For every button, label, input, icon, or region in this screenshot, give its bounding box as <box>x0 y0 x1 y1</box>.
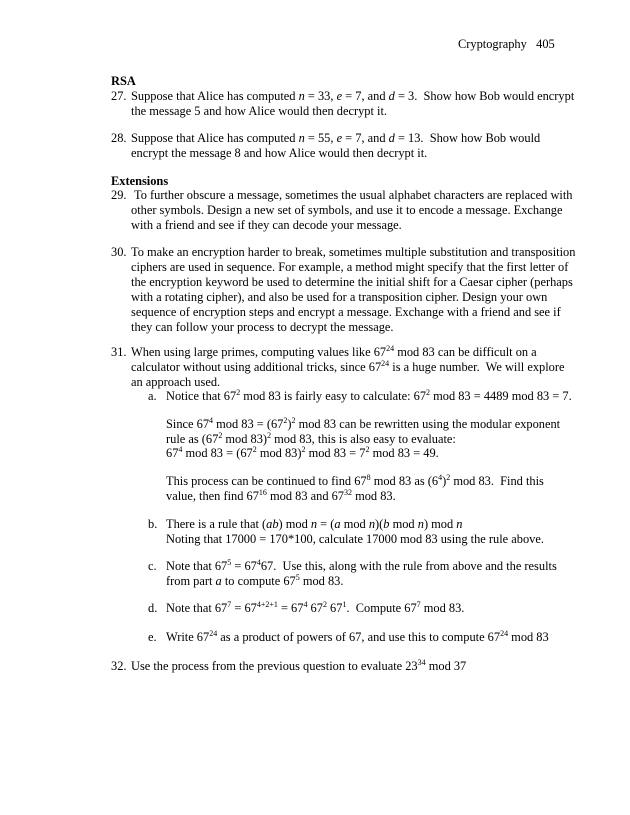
problem-text: with a rotating cipher), and also be used for a transposition cipher. Design your own <box>131 290 548 304</box>
sub-text: $67^4$ mod $83 = (67^2$ mod 83)$^2$ mod $83 = 7^2$ mod 83 = 49. <box>166 445 439 460</box>
problem-text: encrypt the message 8 and how Alice would then decrypt it. <box>131 146 428 160</box>
page-header <box>458 37 555 52</box>
sub-text: Note that $67^5 = 67^467$. Use this, along with the rule from above and the results <box>166 558 557 573</box>
problem-text: they can follow your process to decrypt the message. <box>131 320 394 334</box>
problem-number: 29. <box>111 188 127 202</box>
sub-label: a. <box>148 389 157 403</box>
problem-number: 27. <box>111 89 127 103</box>
sub-text: Notice that $67^2$ mod 83 is fairly easy to calculate: $67^2$ mod 83 = 4489 mod 83 = 7. <box>166 388 572 403</box>
sub-label: b. <box>148 517 158 531</box>
problem-text: with a friend and see if they can decode your message. <box>131 218 402 232</box>
problem-text: To further obscure a message, sometimes the usual alphabet characters are replaced with <box>134 188 573 202</box>
header-title: Cryptography <box>458 37 527 51</box>
problem-text: Suppose that Alice has computed n = 55, e = 7, and d = 13. Show how Bob would <box>131 131 541 145</box>
sub-label: e. <box>148 630 157 644</box>
problem-text: ciphers are used in sequence. For example, a method might specify that the first letter of <box>131 260 569 274</box>
problem-text: When using large primes, computing values like $67^{24}$ mod 83 can be difficult on a <box>131 344 537 359</box>
problem-text: an approach used. <box>131 375 221 389</box>
problem-text: sequence of encryption steps and encrypt a message. Exchange with a friend and see if <box>131 305 561 319</box>
section-heading-extensions: Extensions <box>111 174 169 188</box>
page-number: 405 <box>536 37 555 51</box>
problem-text: Use the process from the previous question to evaluate $23^{34}$ mod 37 <box>131 658 467 673</box>
section-heading-rsa: RSA <box>111 74 136 88</box>
sub-label: d. <box>148 601 158 615</box>
sub-text: Since $67^4$ mod $83 = (67^2)^2$ mod 83 can be rewritten using the modular exponent <box>166 416 561 431</box>
problem-text: calculator without using additional tricks, since $67^{24}$ is a huge number. We will explore <box>131 359 565 374</box>
sub-label: c. <box>148 559 157 573</box>
sub-text: Noting that 17000 = 170*100, calculate 17000 mod 83 using the rule above. <box>166 532 544 546</box>
problem-number: 32. <box>111 659 127 673</box>
sub-text: value, then find $67^{16}$ mod 83 and $67^{32}$ mod 83. <box>166 488 396 503</box>
problem-text: Suppose that Alice has computed n = 33, e = 7, and d = 3. Show how Bob would encrypt <box>131 89 575 103</box>
sub-text: Write $67^{24}$ as a product of powers of 67, and use this to compute $67^{24}$ mod 83 <box>166 629 549 644</box>
problem-number: 30. <box>111 245 127 259</box>
sub-text: from part a to compute $67^5$ mod 83. <box>166 573 344 588</box>
problem-text: To make an encryption harder to break, sometimes multiple substitution and transposition <box>131 245 576 259</box>
sub-text: This process can be continued to find $67^8$ mod 83 as $(6^4)^2$ mod 83. Find this <box>166 473 544 488</box>
problem-number: 31. <box>111 345 127 359</box>
sub-text: There is a rule that (ab) mod n = (a mod n)(b mod n) mod n <box>166 517 463 531</box>
problem-text: the encryption keyword be used to determine the initial shift for a Caesar cipher (perhaps <box>131 275 573 289</box>
sub-text: Note that $67^7 = 67^{4+2+1} = 67^4$ $67^2$ $67^1$. Compute $67^7$ mod 83. <box>166 600 465 615</box>
problem-text: the message 5 and how Alice would then decrypt it. <box>131 104 388 118</box>
problem-number: 28. <box>111 131 127 145</box>
sub-text: rule as ($67^2$ mod 83)$^2$ mod 83, this is also easy to evaluate: <box>166 431 456 446</box>
problem-text: other symbols. Design a new set of symbols, and use it to encode a message. Exchange <box>131 203 563 217</box>
